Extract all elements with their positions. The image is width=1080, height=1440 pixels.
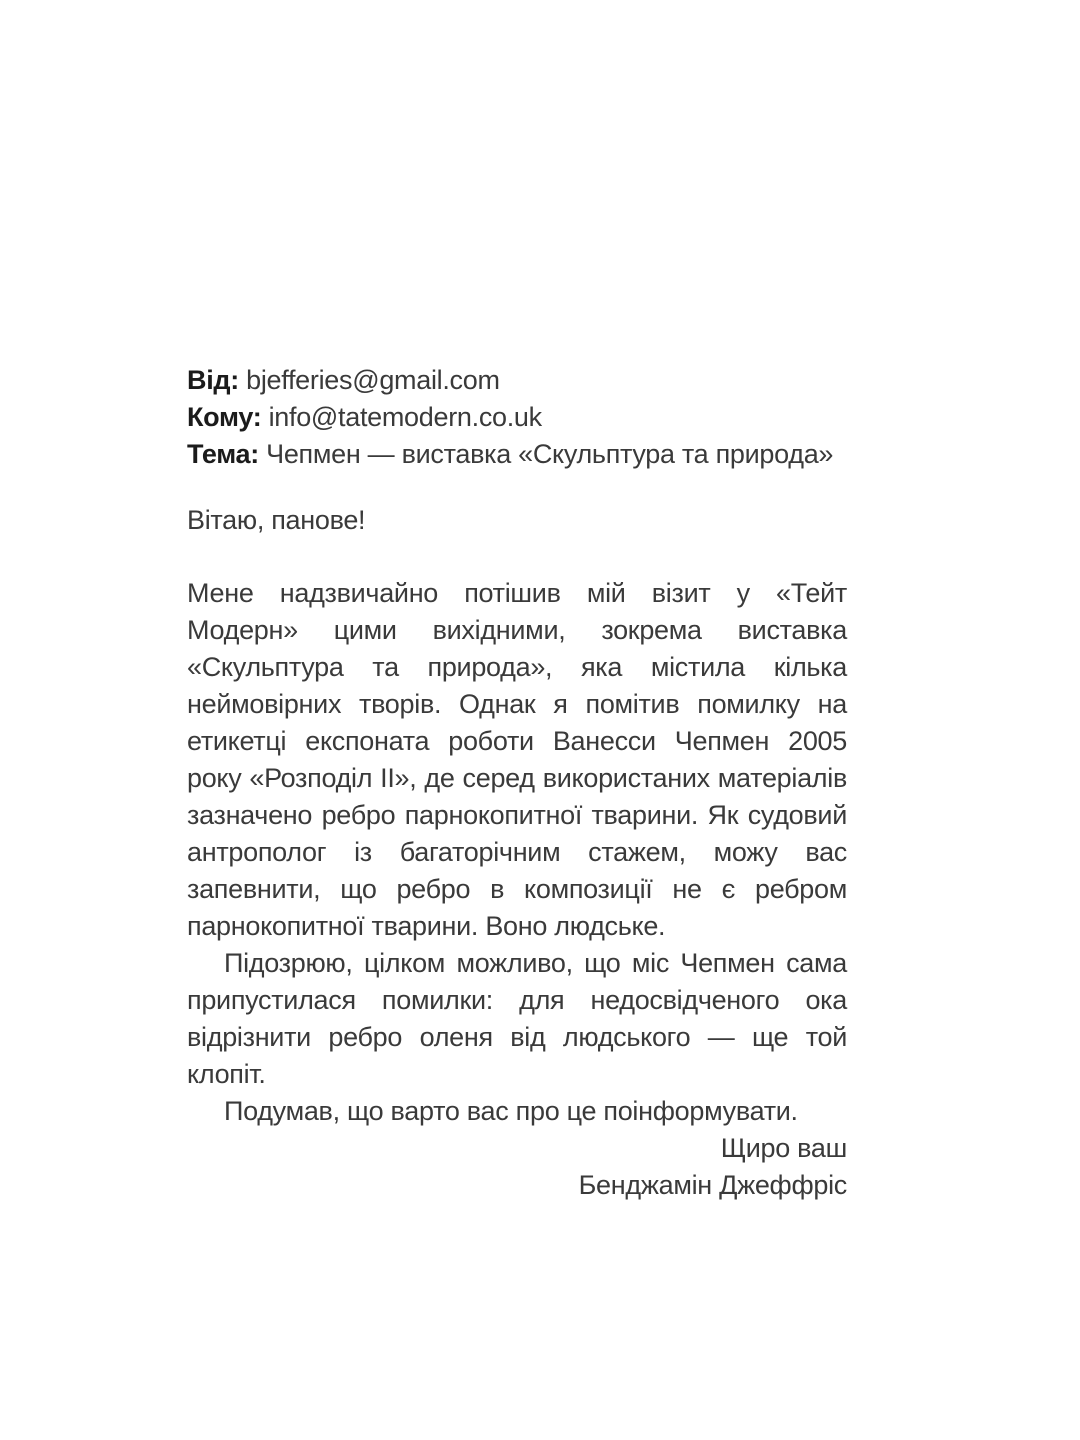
to-label: Кому:	[187, 402, 262, 432]
email-paragraph-3: Подумав, що варто вас про це поінформувати.	[224, 1096, 798, 1126]
subject-label: Тема:	[187, 439, 259, 469]
to-value: info@tatemodern.co.uk	[268, 402, 542, 432]
email-signature-name: Бенджамін Джеффріс	[578, 1170, 847, 1200]
from-label: Від:	[187, 365, 239, 395]
email-paragraph-2: Підозрюю, цілком можливо, що міс Чепмен сама припустилася помилки: для недосвідченого ока відрізнити ребро оленя від людського — ще той клопіт.	[187, 948, 847, 1089]
email-from-line	[187, 362, 847, 399]
email-subject-line	[187, 436, 847, 473]
email-to-line	[187, 399, 847, 436]
subject-value: Чепмен — виставка «Скульптура та природа»	[266, 439, 834, 469]
email-paragraph-1: Мене надзвичайно потішив мій візит у «Тейт Модерн» цими вихідними, зокрема виставка «Скульптура та природа», яка містила кілька неймовірних творів. Однак я помітив помилку на етикетці експоната роботи Ванесси Чепмен 2005 року «Розподіл ІІ», де серед використаних матеріалів зазначено ребро парнокопитної тварини. Як судовий антрополог із багаторічним стажем, можу вас запевнити, що ребро в композиції не є ребром парнокопитної тварини. Воно людське.	[187, 578, 847, 941]
email-greeting: Вітаю, панове!	[187, 505, 366, 535]
email-signoff: Щиро ваш	[720, 1133, 847, 1163]
from-value: bjefferies@gmail.com	[246, 365, 500, 395]
email-body	[187, 362, 847, 1204]
